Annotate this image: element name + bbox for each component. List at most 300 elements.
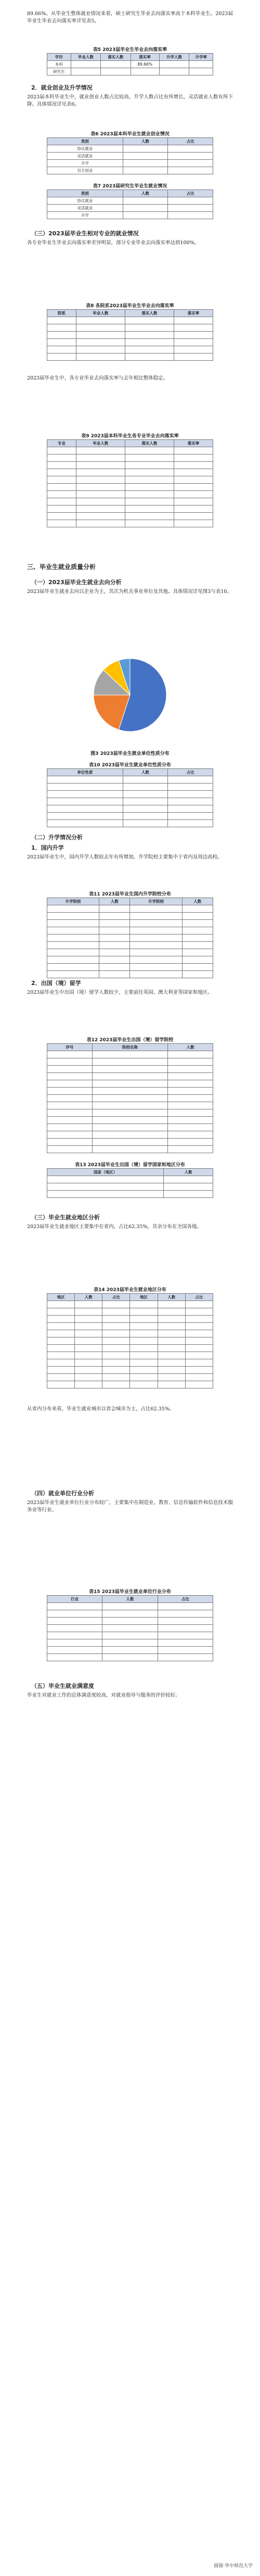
table-cell [158, 1301, 185, 1308]
table-cell [130, 1323, 158, 1330]
table-cell [158, 1367, 185, 1374]
table-cell [130, 964, 182, 971]
section5-heading: （二）升学情况分析 [31, 834, 83, 841]
table-cell [47, 1139, 93, 1146]
table-row [47, 153, 213, 160]
table-row [47, 491, 213, 498]
table-row [47, 1124, 213, 1131]
table-row [47, 1647, 213, 1654]
table-cell [47, 1146, 93, 1153]
table-cell [185, 1352, 213, 1359]
section7-paragraph: 2023届毕业生就业单位行业分布较广，主要集中在制造业、教育、信息传输软件和信息技术服务业等行业。 [27, 1500, 233, 1513]
table-row [47, 332, 213, 339]
table-cell [47, 1647, 102, 1654]
table-row [47, 1352, 213, 1359]
table-cell [123, 784, 168, 791]
table-row [47, 1131, 213, 1139]
table-cell [47, 1066, 93, 1073]
table-row [47, 1639, 213, 1647]
table-row [47, 1625, 213, 1632]
table-cell [130, 1345, 158, 1352]
table-cell [130, 920, 182, 927]
table-cell [130, 927, 182, 935]
table-row [47, 212, 213, 219]
table-cell [158, 1632, 213, 1639]
table-header-cell: 地区 [47, 1294, 75, 1301]
table-cell [182, 949, 213, 956]
table-cell [102, 1603, 158, 1610]
table-cell [47, 920, 99, 927]
table-cell [168, 1146, 213, 1153]
table-header-cell: 占比 [168, 190, 213, 197]
pie-chart [31, 646, 229, 744]
table-row [47, 1117, 213, 1124]
table-cell [47, 1124, 93, 1131]
table-cell [92, 1139, 168, 1146]
table-row [47, 353, 213, 361]
table-header-cell: 升学人数 [159, 54, 189, 61]
table-cell [158, 1330, 185, 1337]
table-cell [47, 1367, 75, 1374]
table-cell [92, 1073, 168, 1080]
table-header-cell: 占比 [102, 1294, 130, 1301]
table-cell [76, 476, 125, 484]
table-row [47, 1330, 213, 1337]
table-cell [125, 498, 174, 506]
table8 [47, 309, 213, 361]
table-row [47, 520, 213, 527]
table-cell [182, 942, 213, 949]
table-cell [47, 1374, 75, 1381]
table14-caption: 表14 2023届毕业生就业地区分布 [94, 1287, 166, 1293]
table-cell [168, 813, 213, 820]
section2-paragraph: 2023届本科毕业生中，就业创业人数占比较高，升学人数占比有所增长，灵活就业人数有所下降。具体情况详见表6。 [27, 94, 233, 107]
table-cell [102, 1337, 130, 1345]
table-header-cell: 占比 [185, 1294, 213, 1301]
table-row [47, 513, 213, 520]
table-row [47, 1654, 213, 1661]
table-row [47, 942, 213, 949]
table-header-row [47, 1294, 213, 1301]
table-cell [102, 1301, 130, 1308]
table-cell [47, 1632, 102, 1639]
table10-caption: 表10 2023届毕业生就业单位性质分布 [89, 763, 171, 768]
table-cell [168, 1088, 213, 1095]
table-row [47, 197, 213, 205]
table-cell [76, 506, 125, 513]
table-cell [130, 942, 182, 949]
table-cell [75, 1316, 102, 1323]
table-cell [182, 971, 213, 978]
table-cell [47, 798, 123, 805]
table-cell [47, 346, 76, 353]
table-cell [99, 913, 130, 920]
table-header-row [47, 190, 213, 197]
figure3-caption: 图3 2023届毕业生就业单位性质分布 [90, 751, 170, 756]
table-cell [131, 68, 159, 75]
table10 [47, 768, 213, 827]
table-cell [47, 1095, 93, 1102]
table-header-cell: 专业 [47, 440, 76, 447]
table-row [47, 1381, 213, 1388]
table-cell: 协议就业 [47, 145, 123, 153]
table-cell [75, 1381, 102, 1388]
table-row [47, 956, 213, 964]
table-row [47, 1301, 213, 1308]
table7 [47, 190, 213, 219]
table-cell [125, 462, 174, 469]
table-header-cell: 升学率 [189, 54, 213, 61]
table-cell [102, 1647, 158, 1654]
section6b-paragraph: 从省内分布来看，毕业生就业城市以省会城市为主，占比62.35%。 [27, 1406, 175, 1412]
table-cell [123, 212, 168, 219]
table-cell [47, 1102, 93, 1109]
table-row [47, 1603, 213, 1610]
table-header-cell: 占比 [168, 138, 213, 145]
table-cell [75, 1352, 102, 1359]
table-row [47, 813, 213, 820]
table-cell [92, 1095, 168, 1102]
table-cell [47, 1352, 75, 1359]
table-cell [47, 506, 76, 513]
table-cell [47, 353, 76, 361]
table-cell [168, 1102, 213, 1109]
table9 [47, 439, 213, 527]
table-cell [130, 913, 182, 920]
table-cell [102, 1381, 130, 1388]
table-cell [76, 317, 125, 324]
table-cell [99, 971, 130, 978]
table-cell [102, 1359, 130, 1367]
table-row [47, 798, 213, 805]
table-cell [125, 317, 174, 324]
table-cell [47, 332, 76, 339]
table-cell [47, 476, 76, 484]
table-row [47, 1367, 213, 1374]
table-cell [47, 1176, 164, 1183]
table-cell [158, 1374, 185, 1381]
section5a-paragraph: 2023届毕业生中，国内升学人数较去年有所增加，升学院校主要集中于省内及周边高校。 [27, 854, 223, 860]
table-cell [168, 1109, 213, 1117]
table-header-row [47, 898, 213, 905]
table-header-cell: 占比 [168, 769, 213, 776]
table-header-cell: 人数 [182, 898, 213, 905]
table-header-cell: 院系 [47, 310, 76, 317]
table-cell [168, 1066, 213, 1073]
table-row [47, 498, 213, 506]
table-cell [174, 476, 213, 484]
table-cell [130, 1374, 158, 1381]
table-row [47, 971, 213, 978]
table-cell [130, 949, 182, 956]
table-row [47, 167, 213, 174]
table-row [47, 1323, 213, 1330]
main-heading-3: 三、毕业生就业质量分析 [27, 563, 96, 571]
table-row [47, 1337, 213, 1345]
table-cell [174, 353, 213, 361]
table-cell [92, 1051, 168, 1058]
table-cell [158, 1603, 213, 1610]
table-row [47, 484, 213, 491]
table-cell [158, 1323, 185, 1330]
table-cell [47, 454, 76, 462]
table-cell [47, 956, 99, 964]
table-cell [47, 784, 123, 791]
table-cell [76, 484, 125, 491]
table6-caption: 表6 2023届本科毕业生就业创业情况 [90, 132, 170, 137]
table-cell [47, 1080, 93, 1088]
table-cell [123, 197, 168, 205]
table-header-row [47, 1169, 213, 1176]
table-cell: 自主创业 [47, 167, 123, 174]
table-cell [168, 1051, 213, 1058]
table-cell [76, 332, 125, 339]
table-cell [75, 1308, 102, 1316]
table-cell [125, 476, 174, 484]
table-header-cell: 序号 [47, 1044, 93, 1051]
table-cell [47, 1073, 93, 1080]
table-cell [102, 1345, 130, 1352]
table-cell [174, 317, 213, 324]
table-cell [47, 469, 76, 476]
table-cell [168, 1117, 213, 1124]
table-header-cell: 占比 [158, 1596, 213, 1603]
table-cell [47, 964, 99, 971]
table-cell [47, 1345, 75, 1352]
table-cell [125, 447, 174, 454]
table-cell [47, 339, 76, 346]
table-cell [125, 469, 174, 476]
table-cell [75, 1367, 102, 1374]
table-cell [158, 1337, 185, 1345]
table-cell [185, 1359, 213, 1367]
table-cell [125, 454, 174, 462]
table-cell [185, 1316, 213, 1323]
table-header-cell: 落实率 [174, 440, 213, 447]
table-header-cell: 单位性质 [47, 769, 123, 776]
table-cell [102, 1639, 158, 1647]
table-cell [71, 68, 100, 75]
table-cell [174, 520, 213, 527]
table-header-cell: 落实率 [131, 54, 159, 61]
table-cell [182, 920, 213, 927]
table-cell [185, 1308, 213, 1316]
table-cell [158, 1381, 185, 1388]
table-cell [123, 153, 168, 160]
table-row [47, 1095, 213, 1102]
table-cell [125, 491, 174, 498]
table-cell [102, 1632, 158, 1639]
section5b-paragraph: 2023届毕业生中出国（境）留学人数较少，主要前往英国、澳大利亚等国家和地区。 [27, 990, 213, 995]
table-cell [76, 498, 125, 506]
table-cell [130, 1301, 158, 1308]
table-cell [174, 513, 213, 520]
table-cell [168, 145, 213, 153]
table-cell [47, 462, 76, 469]
table-row [47, 1632, 213, 1639]
table-cell [102, 1308, 130, 1316]
table-cell [130, 1381, 158, 1388]
table-row [47, 469, 213, 476]
table-header-cell: 毕业人数 [71, 54, 100, 61]
table-cell [47, 447, 76, 454]
table-cell [102, 1625, 158, 1632]
table-header-cell: 人数 [102, 1596, 158, 1603]
section5a-heading: 1．国内升学 [31, 844, 64, 851]
table-cell [174, 346, 213, 353]
table-cell [76, 513, 125, 520]
table-cell [47, 1316, 75, 1323]
table-row [47, 68, 213, 75]
table-cell [123, 813, 168, 820]
table-cell [168, 1124, 213, 1131]
table-cell [99, 942, 130, 949]
table-cell [76, 324, 125, 332]
table-cell [182, 905, 213, 913]
table5 [47, 53, 213, 75]
table-row [47, 935, 213, 942]
table-cell [99, 935, 130, 942]
table-cell: 灵活就业 [47, 205, 123, 212]
table-cell [76, 469, 125, 476]
table-row [47, 1139, 213, 1146]
table-cell [47, 820, 123, 827]
table-cell [102, 1367, 130, 1374]
section3-heading: （三）2023届毕业生相对专业的就业情况 [31, 230, 139, 237]
table-cell [47, 520, 76, 527]
table-cell [47, 776, 123, 784]
table-header-cell: 人数 [123, 769, 168, 776]
table-cell [47, 1610, 102, 1618]
table-header-row [47, 1596, 213, 1603]
table15-caption: 表15 2023届毕业生就业单位行业分布 [89, 1589, 171, 1595]
table-cell [174, 339, 213, 346]
table-cell [130, 1367, 158, 1374]
table-cell [185, 1301, 213, 1308]
table-cell [75, 1337, 102, 1345]
table-cell [47, 1337, 75, 1345]
table-cell [47, 1618, 102, 1625]
table-cell [130, 1308, 158, 1316]
table-header-cell: 人数 [123, 190, 168, 197]
table-cell [102, 1610, 158, 1618]
table-cell [168, 805, 213, 813]
table-cell [125, 332, 174, 339]
table-cell [158, 1345, 185, 1352]
table-cell [47, 1308, 75, 1316]
table-cell [185, 1323, 213, 1330]
table-cell [47, 1131, 93, 1139]
table-row [47, 776, 213, 784]
table-cell [92, 1146, 168, 1153]
table-cell [76, 346, 125, 353]
table-cell [102, 1618, 158, 1625]
table-cell [185, 1381, 213, 1388]
table-cell [92, 1080, 168, 1088]
section8-paragraph: 毕业生对就业工作的总体满意度较高，对就业指导与服务的评价较好。 [27, 1693, 180, 1698]
table-cell [174, 484, 213, 491]
table-row [47, 462, 213, 469]
table-cell [125, 506, 174, 513]
table-cell [158, 1639, 213, 1647]
section4-paragraph: 2023届毕业生就业去向以企业为主，其次为机关事业单位及其他。具体情况详见图3与表10。 [27, 589, 232, 595]
table-header-row [47, 1044, 213, 1051]
table-cell [47, 942, 99, 949]
table-header-cell: 毕业人数 [76, 440, 125, 447]
watermark-logo: 圆图·华中师范大学 [214, 2564, 253, 2569]
table12-caption: 表12 2023届毕业生出国（境）留学院校 [86, 1038, 174, 1043]
table-cell [189, 68, 213, 75]
table-header-cell: 落实人数 [125, 440, 174, 447]
table-cell [47, 971, 99, 978]
table-row [47, 920, 213, 927]
table-cell [75, 1323, 102, 1330]
table-cell [76, 520, 125, 527]
table-row [47, 1618, 213, 1625]
table-cell [123, 145, 168, 153]
table-cell [123, 791, 168, 798]
table-cell [99, 964, 130, 971]
table-row [47, 1073, 213, 1080]
table-cell: 89.66% [131, 61, 159, 68]
table-header-row [47, 310, 213, 317]
table-row [47, 1345, 213, 1352]
table-cell [168, 205, 213, 212]
table-cell [123, 167, 168, 174]
table-row [47, 454, 213, 462]
table-cell [182, 935, 213, 942]
table-header-cell: 升学院校 [130, 898, 182, 905]
table-cell [125, 346, 174, 353]
table-cell [159, 61, 189, 68]
table-cell [76, 491, 125, 498]
table-cell [158, 1308, 185, 1316]
table-cell [75, 1345, 102, 1352]
table-cell [47, 1051, 93, 1058]
table-cell [123, 805, 168, 813]
table-cell [174, 447, 213, 454]
table-cell [168, 798, 213, 805]
table-header-cell: 行业 [47, 1596, 102, 1603]
section7-heading: （四）就业单位行业分析 [31, 1490, 94, 1497]
table-header-cell: 升学院校 [47, 898, 99, 905]
section6-heading: （三）毕业生就业地区分析 [31, 1214, 100, 1221]
table-cell [125, 353, 174, 361]
table-cell [182, 927, 213, 935]
table-row [47, 476, 213, 484]
table-cell [47, 1191, 164, 1198]
table-row [47, 1183, 213, 1191]
table-cell [168, 1073, 213, 1080]
table-cell [47, 1109, 93, 1117]
table-cell [99, 920, 130, 927]
table-cell: 灵活就业 [47, 153, 123, 160]
table-cell [92, 1124, 168, 1131]
table-cell [47, 813, 123, 820]
table-row [47, 1146, 213, 1153]
table-header-cell: 院校名称 [92, 1044, 168, 1051]
table-cell [47, 1183, 164, 1191]
table-cell [158, 1625, 213, 1632]
table-cell [92, 1058, 168, 1066]
table-row [47, 1610, 213, 1618]
section8-heading: （五）毕业生就业满意度 [31, 1683, 94, 1689]
table-header-cell: 落实率 [174, 310, 213, 317]
table-row [47, 205, 213, 212]
table-cell [168, 1080, 213, 1088]
table-row [47, 1088, 213, 1095]
table-cell [168, 1095, 213, 1102]
